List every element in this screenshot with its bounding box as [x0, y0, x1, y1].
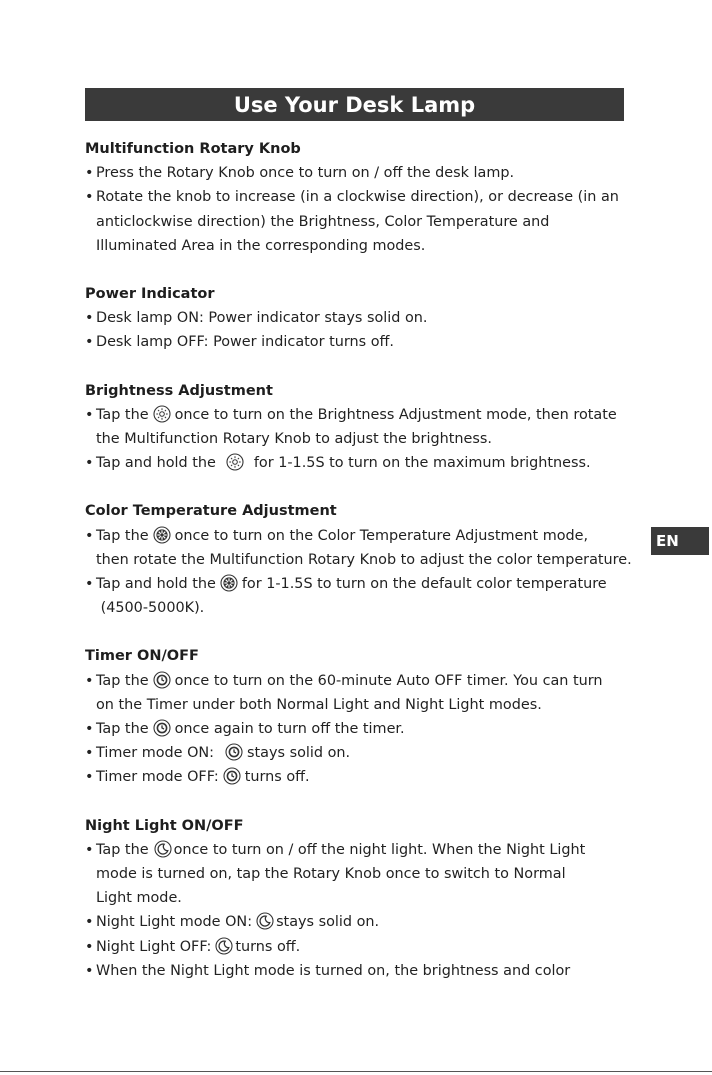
- color-temperature-icon: [153, 526, 171, 544]
- bullet-text-post: once to turn on / off the night light. When the Night Light mode is turned on, tap the Rotary Knob once to switch to Normal Light mode.: [96, 841, 586, 907]
- bullet-dot: •: [85, 455, 94, 472]
- section-title: Timer ON/OFF: [85, 648, 199, 665]
- list-item: [85, 403, 640, 451]
- bullet-text: [96, 524, 640, 572]
- bullet-text-post: stays solid on.: [276, 914, 380, 931]
- list-item: [85, 524, 640, 572]
- bullet-dot: •: [85, 334, 94, 351]
- bullet-text-pre: Tap and hold the: [96, 576, 216, 593]
- bullet-dot: •: [85, 914, 94, 931]
- section-title: Brightness Adjustment: [85, 382, 273, 399]
- section-title: Night Light ON/OFF: [85, 817, 244, 834]
- language-tab: EN: [651, 527, 709, 555]
- list-item: [85, 572, 640, 620]
- list-item: [85, 838, 640, 911]
- brightness-icon: [153, 405, 171, 423]
- bullet-text-pre: Timer mode OFF:: [96, 769, 219, 786]
- list-item: [85, 935, 640, 959]
- list-item: [85, 161, 640, 185]
- section-timer: [85, 644, 640, 789]
- moon-icon: [215, 937, 233, 955]
- bullet-text: [96, 838, 640, 911]
- bullet-text-pre: Tap the: [96, 672, 149, 689]
- bullet-text: Desk lamp ON: Power indicator stays solid on.: [96, 310, 428, 327]
- brightness-icon: [226, 453, 244, 471]
- timer-icon: [153, 719, 171, 737]
- bullet-text: When the Night Light mode is turned on, the brightness and color: [96, 962, 571, 979]
- moon-icon: [256, 912, 274, 930]
- bullet-dot: •: [85, 769, 94, 786]
- manual-content: [85, 137, 640, 1007]
- section-title: Multifunction Rotary Knob: [85, 141, 301, 157]
- bullet-dot: •: [85, 406, 94, 423]
- list-item: [85, 765, 640, 789]
- page-bottom-rule: [0, 1071, 712, 1072]
- list-item: [85, 669, 640, 717]
- bullet-dot: •: [85, 189, 94, 206]
- bullet-text: [96, 669, 640, 717]
- bullet-dot: •: [85, 721, 94, 738]
- bullet-text-pre: Tap the: [96, 721, 149, 738]
- bullet-text-post: once to turn on the 60-minute Auto OFF timer. You can turn on the Timer under both Normal Light and Night Light modes.: [96, 672, 603, 713]
- bullet-dot: •: [85, 576, 94, 593]
- bullet-text: [96, 572, 640, 620]
- bullet-dot: •: [85, 165, 94, 182]
- list-item: [85, 741, 640, 765]
- list-item: [85, 910, 640, 934]
- bullet-text: Press the Rotary Knob once to turn on / off the desk lamp.: [96, 165, 515, 182]
- bullet-text-post: stays solid on.: [247, 745, 351, 762]
- section-color-temperature: [85, 499, 640, 620]
- list-item: [85, 330, 640, 354]
- bullet-text-pre: Tap the: [96, 406, 149, 423]
- bullet-dot: •: [85, 672, 94, 689]
- bullet-text: [96, 935, 640, 959]
- bullet-text: [96, 910, 640, 934]
- bullet-dot: •: [85, 962, 94, 979]
- bullet-text-post: once to turn on the Color Temperature Adjustment mode, then rotate the Multifunction Rotary Knob to adjust the color temperature.: [96, 527, 632, 568]
- bullet-text-post: once again to turn off the timer.: [174, 721, 405, 738]
- bullet-text-pre: Timer mode ON:: [96, 745, 215, 762]
- bullet-dot: •: [85, 745, 94, 762]
- list-item: [85, 185, 640, 258]
- bullet-text: [96, 403, 640, 451]
- bullet-dot: •: [85, 310, 94, 327]
- timer-icon: [223, 767, 241, 785]
- page-title: Use Your Desk Lamp: [85, 88, 624, 121]
- bullet-dot: •: [85, 938, 94, 955]
- section-brightness: [85, 379, 640, 476]
- bullet-text-pre: Tap and hold the: [96, 455, 216, 472]
- bullet-text-pre: Night Light OFF:: [96, 938, 212, 955]
- section-night-light: [85, 814, 640, 983]
- bullet-text: [96, 717, 640, 741]
- bullet-text-post: turns off.: [244, 769, 310, 786]
- bullet-text: Desk lamp OFF: Power indicator turns off.: [96, 334, 394, 351]
- list-item: [85, 959, 640, 983]
- bullet-text: Rotate the knob to increase (in a clockwise direction), or decrease (in an anticlockwise direction) the Brightness, Color Temperature and Illuminated Area in the corresponding modes.: [96, 189, 619, 254]
- bullet-text-pre: Tap the: [96, 841, 149, 858]
- bullet-text-pre: Tap the: [96, 527, 149, 544]
- bullet-text-post: for 1-1.5S to turn on the maximum brightness.: [253, 455, 591, 472]
- timer-icon: [153, 671, 171, 689]
- bullet-text-pre: Night Light mode ON:: [96, 914, 253, 931]
- section-title: Power Indicator: [85, 286, 215, 303]
- bullet-dot: •: [85, 841, 94, 858]
- list-item: [85, 306, 640, 330]
- section-power-indicator: [85, 282, 640, 355]
- list-item: [85, 451, 640, 475]
- timer-icon: [225, 743, 243, 761]
- bullet-text-post: for 1-1.5S to turn on the default color temperature (4500-5000K).: [100, 576, 607, 617]
- bullet-text: [96, 451, 640, 475]
- bullet-text-post: turns off.: [235, 938, 301, 955]
- color-temperature-icon: [220, 574, 238, 592]
- bullet-text: [96, 765, 640, 789]
- bullet-text: [96, 741, 640, 765]
- list-item: [85, 717, 640, 741]
- bullet-dot: •: [85, 527, 94, 544]
- moon-icon: [154, 840, 172, 858]
- bullet-text-post: once to turn on the Brightness Adjustment mode, then rotate the Multifunction Rotary Knob to adjust the brightness.: [96, 406, 617, 448]
- section-rotary-knob: [85, 137, 640, 258]
- section-title: Color Temperature Adjustment: [85, 503, 337, 520]
